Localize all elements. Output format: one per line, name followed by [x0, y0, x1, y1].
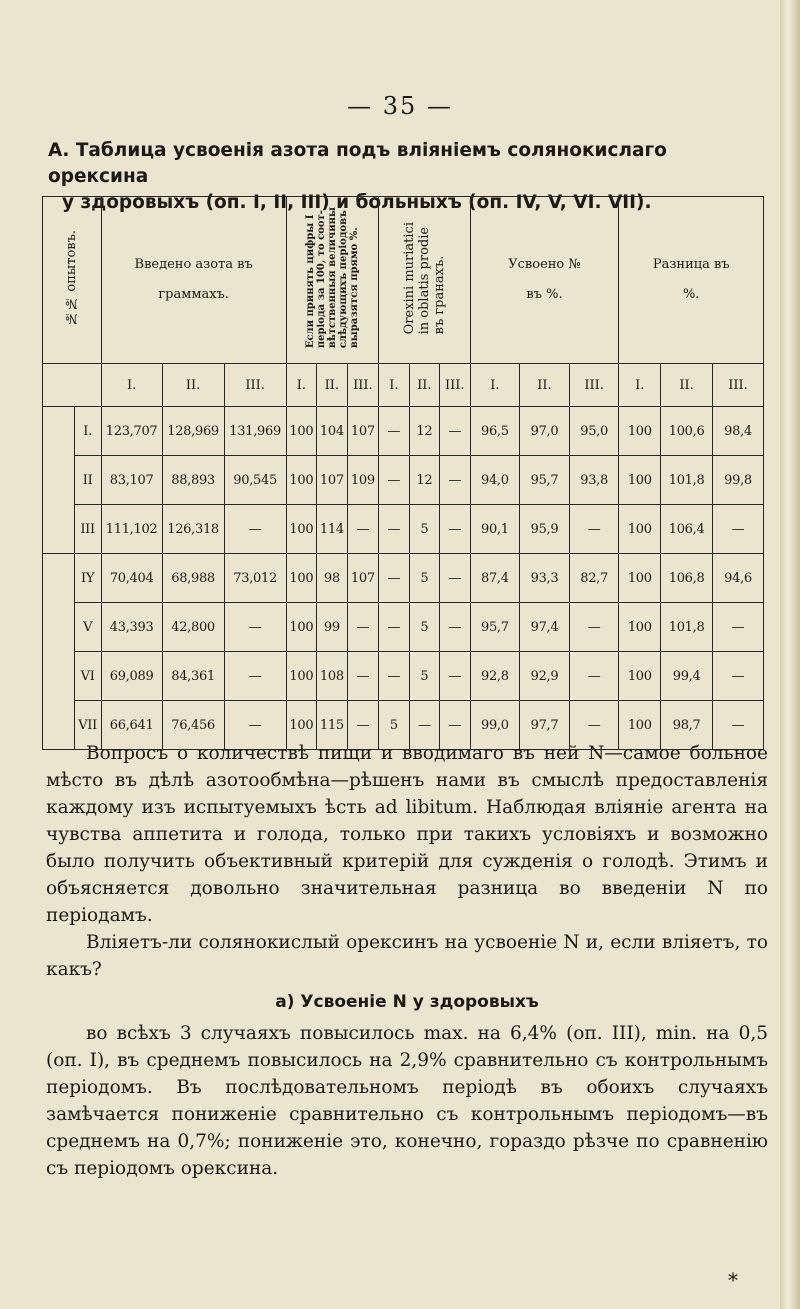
- table-cell: 107: [347, 554, 379, 603]
- period-cell: II.: [661, 364, 713, 407]
- period-cell: I.: [286, 364, 316, 407]
- table-cell: 115: [317, 701, 347, 750]
- paragraph-2: Вліяетъ-ли солянокислый орексинъ на усвоеніе N и, если вліяетъ, то какъ?: [46, 932, 768, 980]
- paragraph-3: во всѣхъ 3 случаяхъ повысилось max. на 6,4% (оп. III), min. на 0,5 (оп. I), въ среднемъ повысилось на 2,9% сравнительно съ контрольнымъ періодомъ. Въ послѣдовательномъ періодѣ въ обоихъ случаяхъ замѣчается пониженіе сравнительно съ контрольнымъ періодомъ—въ среднемъ на 0,7%; пониженіе это, конечно, гораздо рѣзче по сравненію съ періодомъ орексина.: [46, 1023, 768, 1179]
- table-cell: —: [713, 701, 764, 750]
- table-cell: —: [347, 701, 379, 750]
- table-cell: 99,4: [661, 652, 713, 701]
- table-cell: —: [569, 652, 619, 701]
- table-cell: 43,393: [101, 603, 162, 652]
- table-cell: 97,0: [520, 407, 570, 456]
- table-row: [43, 505, 764, 554]
- table-cell: 95,0: [569, 407, 619, 456]
- table-cell: —: [409, 701, 439, 750]
- table-cell: 92,8: [470, 652, 520, 701]
- table-cell: 5: [409, 554, 439, 603]
- table-cell: 128,969: [162, 407, 224, 456]
- table-cell: 94,6: [713, 554, 764, 603]
- table-cell: —: [379, 652, 409, 701]
- table-cell: —: [347, 505, 379, 554]
- table-cell: 96,5: [470, 407, 520, 456]
- experiment-number: III: [74, 505, 101, 554]
- header-nitrogen-introduced: Введено азота въ граммахъ.: [101, 197, 286, 364]
- header-difference: Разница въ %.: [619, 197, 764, 364]
- header-orexin-dose: Orexini muriatici in oblatis prodie въ гранахъ.: [379, 197, 470, 364]
- table-cell: 107: [347, 407, 379, 456]
- period-label: [43, 364, 102, 407]
- table-cell: 100: [619, 407, 661, 456]
- table-cell: 111,102: [101, 505, 162, 554]
- table-cell: —: [379, 603, 409, 652]
- table-cell: 100: [286, 652, 316, 701]
- period-cell: II.: [409, 364, 439, 407]
- experiment-number: II: [74, 456, 101, 505]
- table-cell: 131,969: [224, 407, 286, 456]
- paragraph-1: Вопросъ о количествѣ пищи и вводимаго въ ней N—самое больное мѣсто въ дѣлѣ азотообмѣна—рѣшенъ нами въ смыслѣ предоставленія каждому изъ испытуемыхъ ѣсть ad libitum. Наблюдая вліяніе агента на чувства аппетита и голода, только при такихъ условіяхъ и возможно было получить объективный критерій для сужденія о голодѣ. Этимъ и объясняется довольно значительная разница во введеніи N по періодамъ.: [46, 743, 768, 926]
- table-cell: 100: [286, 456, 316, 505]
- table-cell: 101,8: [661, 603, 713, 652]
- table-cell: 5: [409, 505, 439, 554]
- table-cell: 73,012: [224, 554, 286, 603]
- table-cell: 92,9: [520, 652, 570, 701]
- table-cell: 100: [619, 603, 661, 652]
- header-relative-values: Если принять цифры I періода за 100, то соот- вѣтственныя величины слѣдующихъ періодовъ выразятся прямо %.: [286, 197, 379, 364]
- table-cell: 126,318: [162, 505, 224, 554]
- table-cell: 97,4: [520, 603, 570, 652]
- table-cell: —: [379, 554, 409, 603]
- period-cell: II.: [162, 364, 224, 407]
- table-cell: —: [440, 603, 470, 652]
- table-cell: 98,7: [661, 701, 713, 750]
- table-cell: 100: [286, 554, 316, 603]
- table-cell: 100: [286, 603, 316, 652]
- table-cell: 5: [409, 603, 439, 652]
- table-header-row: [43, 197, 764, 364]
- table-cell: 69,089: [101, 652, 162, 701]
- table-cell: 90,545: [224, 456, 286, 505]
- title-line-1: А. Таблица усвоенія азота подъ вліяніемъ солянокислаго орексина: [48, 140, 667, 187]
- table-cell: 99,8: [713, 456, 764, 505]
- table-cell: 123,707: [101, 407, 162, 456]
- table-cell: —: [224, 701, 286, 750]
- table-cell: 99: [317, 603, 347, 652]
- table-cell: 109: [347, 456, 379, 505]
- title-line-2: у здоровыхъ (оп. I, II, III) и больныхъ (оп. IV, V, VI. VII).: [62, 192, 652, 213]
- table-cell: —: [224, 505, 286, 554]
- table-cell: 100: [619, 456, 661, 505]
- table-cell: 106,8: [661, 554, 713, 603]
- period-cell: III.: [347, 364, 379, 407]
- table-cell: 107: [317, 456, 347, 505]
- table-cell: 101,8: [661, 456, 713, 505]
- group-label-healthy: [43, 407, 75, 554]
- table-cell: 76,456: [162, 701, 224, 750]
- table-cell: —: [713, 603, 764, 652]
- table-cell: 94,0: [470, 456, 520, 505]
- table-cell: —: [569, 701, 619, 750]
- body-text: [46, 740, 768, 1182]
- period-cell: I.: [619, 364, 661, 407]
- table-cell: 95,7: [520, 456, 570, 505]
- table-row: [43, 407, 764, 456]
- period-cell: III.: [224, 364, 286, 407]
- table-cell: 93,3: [520, 554, 570, 603]
- table-cell: —: [379, 456, 409, 505]
- table-cell: —: [224, 603, 286, 652]
- table-cell: —: [224, 652, 286, 701]
- table-cell: —: [379, 505, 409, 554]
- table-cell: 100: [286, 701, 316, 750]
- table-cell: —: [379, 407, 409, 456]
- table-cell: —: [569, 603, 619, 652]
- page-edge: [780, 0, 800, 1309]
- table-cell: 97,7: [520, 701, 570, 750]
- header-absorbed: Усвоено № въ %.: [470, 197, 619, 364]
- table-cell: 42,800: [162, 603, 224, 652]
- table-cell: 90,1: [470, 505, 520, 554]
- experiment-number: VI: [74, 652, 101, 701]
- table-row: [43, 456, 764, 505]
- footer-mark: *: [728, 1268, 738, 1292]
- experiment-number: V: [74, 603, 101, 652]
- table-cell: 70,404: [101, 554, 162, 603]
- table-cell: 98: [317, 554, 347, 603]
- table-cell: 95,9: [520, 505, 570, 554]
- table-cell: 100,6: [661, 407, 713, 456]
- table-cell: 68,988: [162, 554, 224, 603]
- table-cell: 100: [619, 505, 661, 554]
- table-cell: —: [440, 505, 470, 554]
- table-cell: —: [440, 407, 470, 456]
- subheading: а) Усвоеніе N у здоровыхъ: [275, 992, 539, 1012]
- table-cell: —: [569, 505, 619, 554]
- table-cell: —: [440, 456, 470, 505]
- table-cell: —: [347, 652, 379, 701]
- table-cell: 106,4: [661, 505, 713, 554]
- period-cell: III.: [440, 364, 470, 407]
- table-cell: —: [347, 603, 379, 652]
- table-cell: —: [440, 554, 470, 603]
- table-cell: —: [440, 701, 470, 750]
- table-cell: 66,641: [101, 701, 162, 750]
- group-label-sick: [43, 554, 75, 750]
- table-cell: 100: [286, 505, 316, 554]
- table-cell: —: [440, 652, 470, 701]
- page-number: — 35 —: [347, 92, 453, 120]
- table-cell: 5: [379, 701, 409, 750]
- table-cell: 99,0: [470, 701, 520, 750]
- table-cell: 84,361: [162, 652, 224, 701]
- table-cell: 83,107: [101, 456, 162, 505]
- table-cell: 100: [619, 701, 661, 750]
- period-cell: II.: [317, 364, 347, 407]
- table-row: [43, 652, 764, 701]
- table-row: [43, 603, 764, 652]
- table-cell: 82,7: [569, 554, 619, 603]
- table-cell: 98,4: [713, 407, 764, 456]
- table-cell: 114: [317, 505, 347, 554]
- table-cell: 88,893: [162, 456, 224, 505]
- experiment-number: IY: [74, 554, 101, 603]
- table-cell: 104: [317, 407, 347, 456]
- table-cell: 93,8: [569, 456, 619, 505]
- table-cell: —: [713, 505, 764, 554]
- table-cell: 12: [409, 456, 439, 505]
- experiment-number: I.: [74, 407, 101, 456]
- experiment-number: VII: [74, 701, 101, 750]
- period-cell: III.: [713, 364, 764, 407]
- table-cell: 12: [409, 407, 439, 456]
- table-cell: 5: [409, 652, 439, 701]
- table-row: [43, 554, 764, 603]
- table-cell: 95,7: [470, 603, 520, 652]
- period-cell: I.: [101, 364, 162, 407]
- table-cell: 100: [619, 652, 661, 701]
- period-cell: I.: [470, 364, 520, 407]
- table-cell: 100: [619, 554, 661, 603]
- period-cell: I.: [379, 364, 409, 407]
- header-experiment-number: №№ опытовъ.: [43, 197, 102, 364]
- nitrogen-table: [42, 196, 764, 750]
- period-row: [43, 364, 764, 407]
- period-cell: III.: [569, 364, 619, 407]
- period-cell: II.: [520, 364, 570, 407]
- table-cell: 100: [286, 407, 316, 456]
- table-cell: 87,4: [470, 554, 520, 603]
- table-cell: —: [713, 652, 764, 701]
- table-cell: 108: [317, 652, 347, 701]
